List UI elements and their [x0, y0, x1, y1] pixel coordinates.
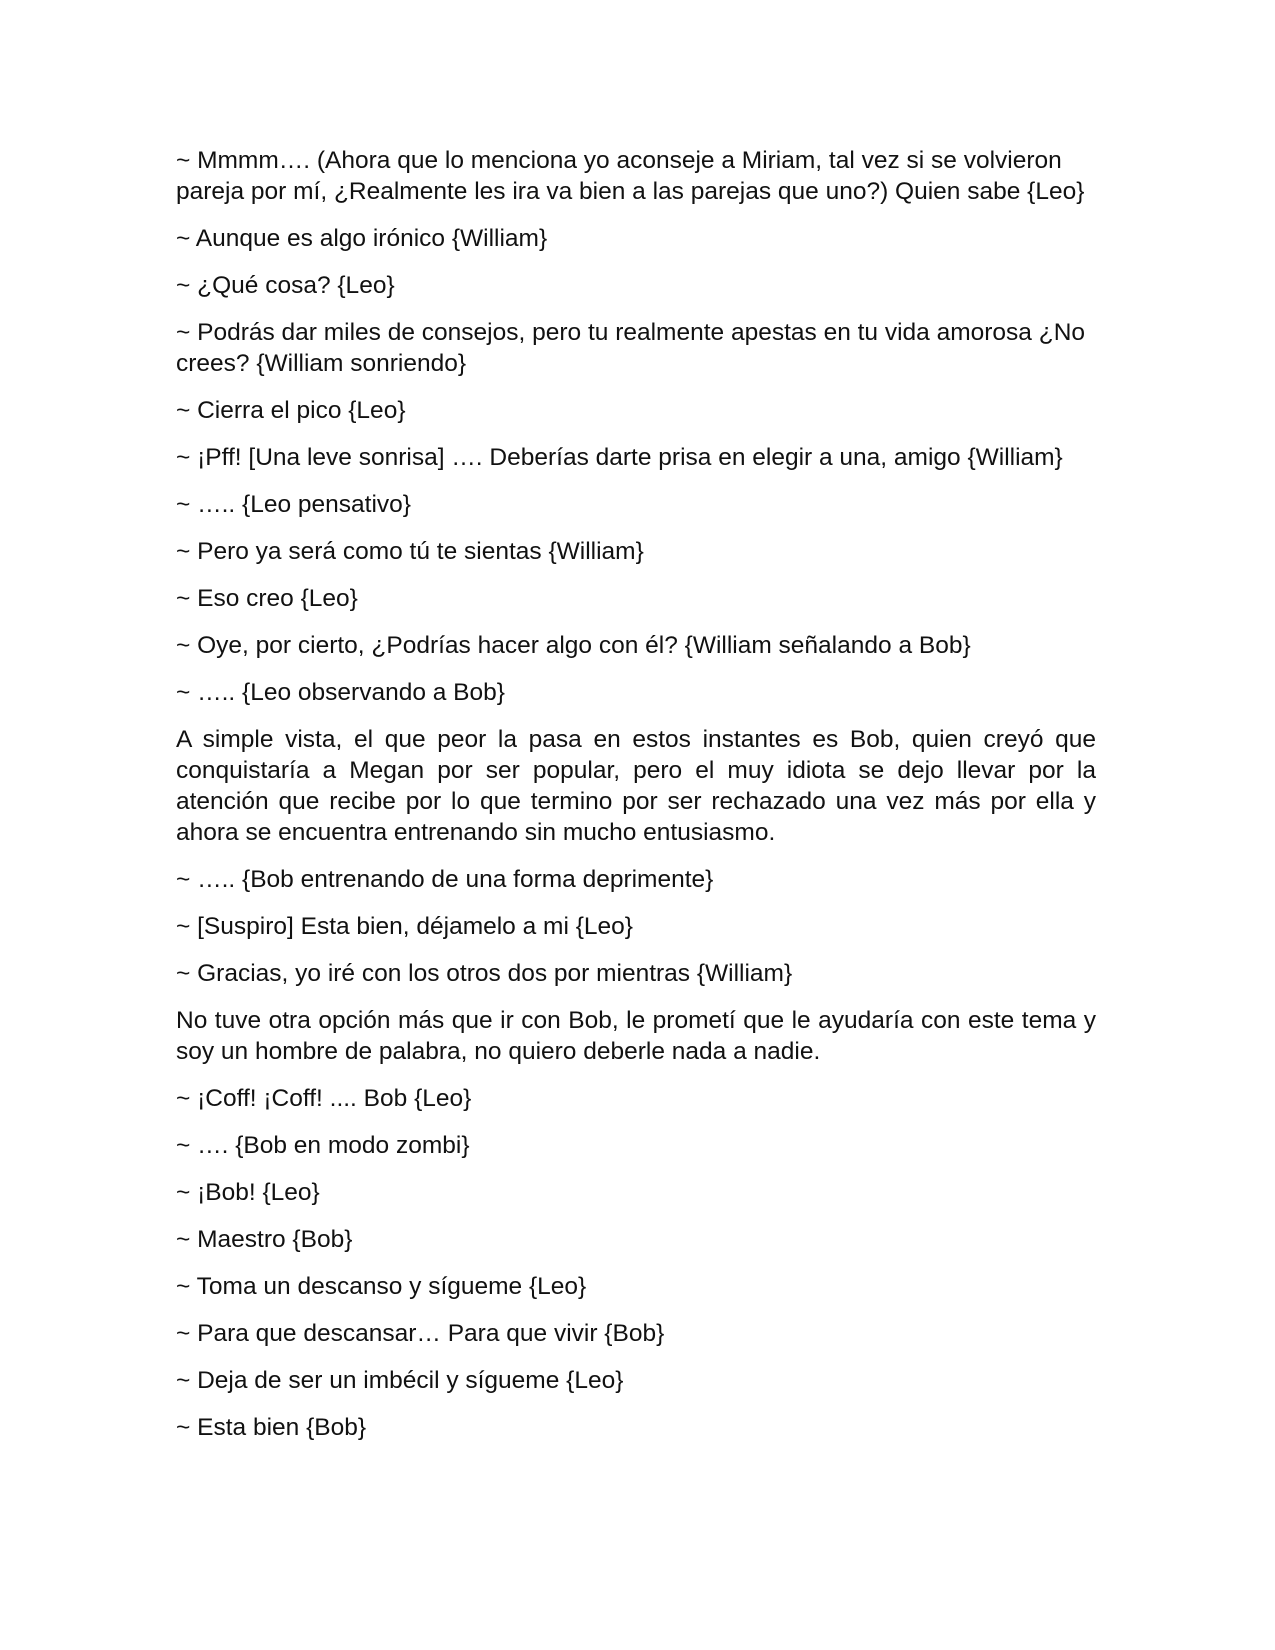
dialogue-line: ~ Podrás dar miles de consejos, pero tu realmente apestas en tu vida amorosa ¿No crees? {William sonriendo}: [176, 319, 1086, 377]
dialogue-line: ~ ….. {Leo pensativo}: [176, 491, 411, 518]
dialogue-line: ~ Cierra el pico {Leo}: [176, 397, 406, 424]
dialogue-line: ~ ….. {Leo observando a Bob}: [176, 679, 505, 706]
dialogue-line: ~ Toma un descanso y sígueme {Leo}: [176, 1273, 587, 1300]
dialogue-line: ~ Aunque es algo irónico {William}: [176, 225, 548, 252]
dialogue-line: ~ Esta bien {Bob}: [176, 1414, 367, 1441]
dialogue-line: ~ [Suspiro] Esta bien, déjamelo a mi {Leo}: [176, 913, 633, 940]
dialogue-line: ~ Mmmm…. (Ahora que lo menciona yo aconseje a Miriam, tal vez si se volvieron pareja por mí, ¿Realmente les ira va bien a las parejas que uno?) Quien sabe {Leo}: [176, 147, 1085, 205]
dialogue-line: ~ Pero ya será como tú te sientas {William}: [176, 538, 644, 565]
narration-paragraph: A simple vista, el que peor la pasa en estos instantes es Bob, quien creyó que conquistaría a Megan por ser popular, pero el muy idiota se dejo llevar por la atención que recibe por lo que termino por ser rechazado una vez más por ella y ahora se encuentra entrenando sin mucho entusiasmo.: [176, 726, 1096, 846]
dialogue-line: ~ Gracias, yo iré con los otros dos por mientras {William}: [176, 960, 793, 987]
dialogue-line: ~ …. {Bob en modo zombi}: [176, 1132, 470, 1159]
dialogue-line: ~ Eso creo {Leo}: [176, 585, 358, 612]
dialogue-line: ~ Deja de ser un imbécil y sígueme {Leo}: [176, 1367, 624, 1394]
dialogue-line: ~ ….. {Bob entrenando de una forma deprimente}: [176, 866, 714, 893]
dialogue-line: ~ Oye, por cierto, ¿Podrías hacer algo con él? {William señalando a Bob}: [176, 632, 971, 659]
dialogue-line: ~ ¡Pff! [Una leve sonrisa] …. Deberías darte prisa en elegir a una, amigo {William}: [176, 444, 1063, 471]
dialogue-line: ~ ¡Coff! ¡Coff! .... Bob {Leo}: [176, 1085, 472, 1112]
narration-paragraph: No tuve otra opción más que ir con Bob, le prometí que le ayudaría con este tema y soy un hombre de palabra, no quiero deberle nada a nadie.: [176, 1007, 1096, 1065]
dialogue-line: ~ ¿Qué cosa? {Leo}: [176, 272, 395, 299]
dialogue-line: ~ Para que descansar… Para que vivir {Bob}: [176, 1320, 665, 1347]
dialogue-line: ~ ¡Bob! {Leo}: [176, 1179, 320, 1206]
dialogue-line: ~ Maestro {Bob}: [176, 1226, 353, 1253]
document-page: [176, 145, 1096, 1459]
